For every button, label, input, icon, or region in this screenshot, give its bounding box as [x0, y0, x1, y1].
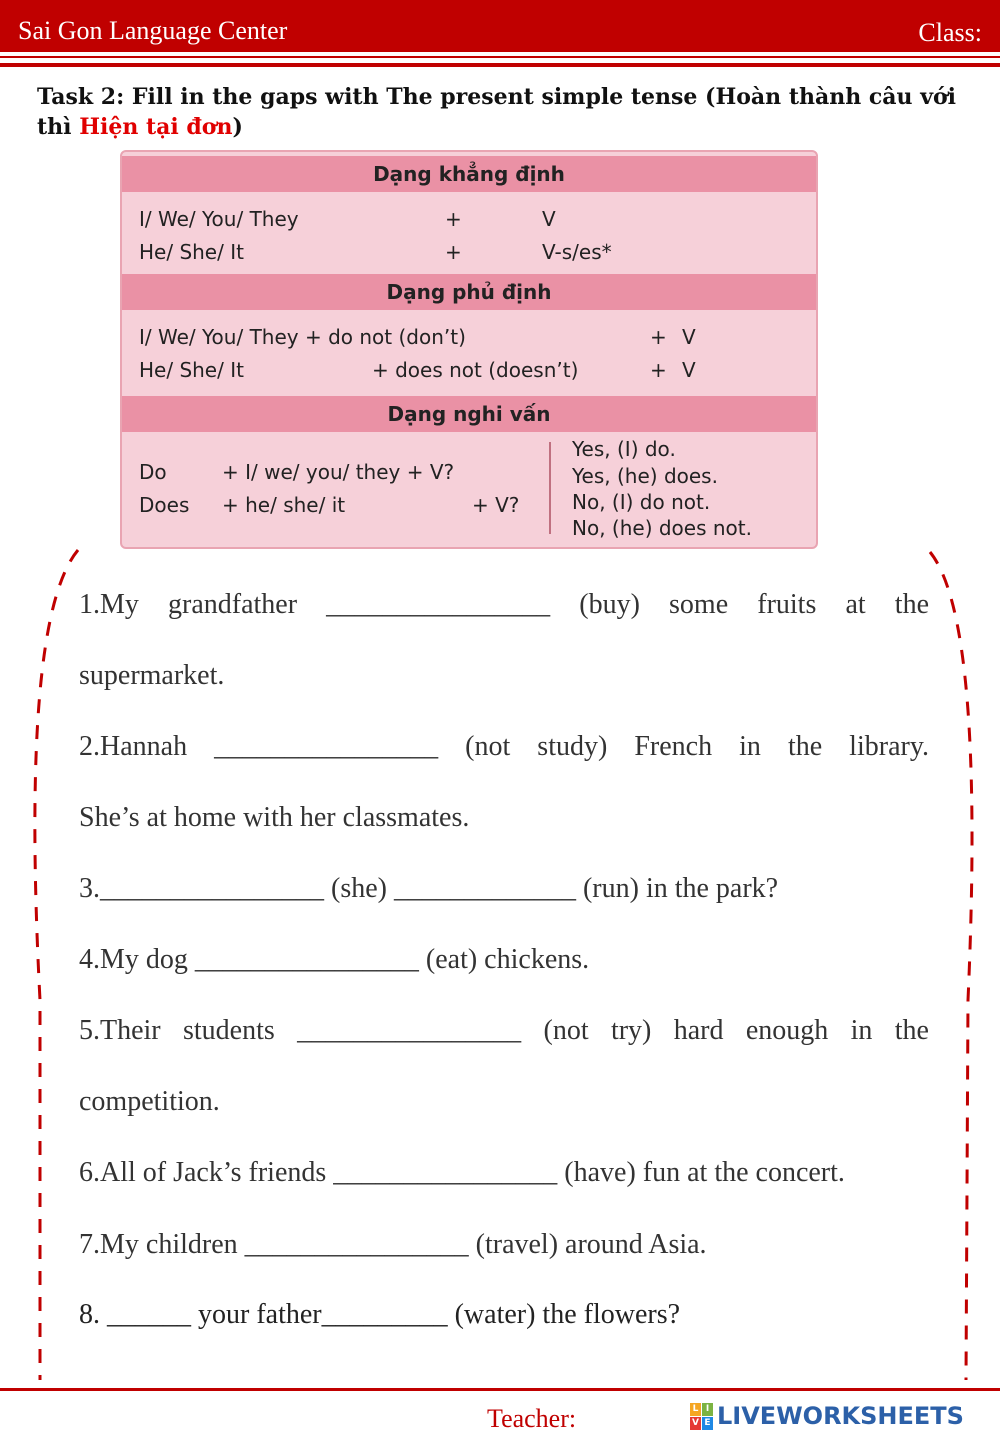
exercise-2 [79, 732, 929, 833]
exercise-1-line1: 1.My grandfather ________________ (buy) some fruits at the [79, 589, 929, 620]
question-header: Dạng nghi vấn [122, 396, 816, 432]
task-prefix: Task 2: Fill in the gaps with The present simple tense (Hoàn thành câu với thì [37, 84, 957, 140]
q-aux-1: Do [139, 460, 167, 484]
exercise-5-line1: 5.Their students ________________ (not try) hard enough in the [79, 1015, 929, 1046]
logo-tile-l: L [690, 1403, 701, 1416]
q-end-2: + V? [472, 493, 520, 517]
neg-subject-1: I/ We/ You/ They + do not (don’t) [139, 325, 466, 349]
exercise-2-line2: She’s at home with her classmates. [79, 802, 470, 833]
answer-3: No, (I) do not. [572, 490, 711, 514]
task-suffix: ) [232, 114, 243, 140]
affirmative-header: Dạng khẳng định [122, 156, 816, 192]
neg-aux-2: + does not (doesn’t) [372, 358, 579, 382]
logo-tile-i: I [702, 1403, 713, 1416]
exercise-7-line1: 7.My children ________________ (travel) around Asia. [79, 1229, 707, 1260]
exercise-2-line1: 2.Hannah ________________ (not study) French in the library. [79, 731, 929, 762]
q-aux-2: Does [139, 493, 190, 517]
exercise-3-line1: 3.________________ (she) _____________ (run) in the park? [79, 873, 779, 904]
class-label: Class: [918, 18, 982, 47]
neg-subject-2: He/ She/ It [139, 358, 244, 382]
center-name: Sai Gon Language Center [18, 16, 288, 45]
task-highlight: Hiện tại đơn [79, 114, 233, 140]
neg-verb-1: V [682, 325, 696, 349]
exercise-5 [79, 1016, 929, 1117]
aff-verb-1: V [542, 207, 556, 231]
logo-tile-e: E [702, 1417, 713, 1430]
dashed-frame-left [35, 550, 78, 1380]
neg-verb-2: V [682, 358, 696, 382]
aff-subject-1: I/ We/ You/ They [139, 207, 299, 231]
answer-4: No, (he) does not. [572, 516, 752, 540]
aff-subject-2: He/ She/ It [139, 240, 244, 264]
q-subject-1: + I/ we/ you/ they + V? [222, 460, 455, 484]
negative-header: Dạng phủ định [122, 274, 816, 310]
neg-op-1: + [650, 325, 667, 349]
exercise-6 [79, 1158, 929, 1188]
aff-op-2: + [445, 240, 462, 264]
answer-1: Yes, (I) do. [572, 437, 676, 461]
aff-op-1: + [445, 207, 462, 231]
exercise-1 [79, 590, 929, 691]
footer-rule [0, 1388, 1000, 1391]
exercise-7 [79, 1230, 929, 1260]
liveworksheets-logo [690, 1402, 964, 1430]
exercise-8 [79, 1300, 929, 1330]
exercise-4 [79, 945, 929, 975]
logo-wordmark: LIVEWORKSHEETS [717, 1402, 964, 1430]
exercise-3 [79, 874, 929, 904]
exercise-1-line2: supermarket. [79, 660, 225, 691]
answer-2: Yes, (he) does. [572, 464, 718, 488]
q-subject-2: + he/ she/ it [222, 493, 346, 517]
logo-tile-v: V [690, 1417, 701, 1430]
aff-verb-2: V-s/es* [542, 240, 612, 264]
exercise-4-line1: 4.My dog ________________ (eat) chickens. [79, 944, 590, 975]
neg-op-2: + [650, 358, 667, 382]
exercise-5-line2: competition. [79, 1086, 220, 1117]
teacher-label: Teacher: [487, 1404, 577, 1433]
exercise-6-line1: 6.All of Jack’s friends ________________ (have) fun at the concert. [79, 1157, 845, 1188]
logo-tiles-icon [690, 1403, 713, 1430]
exercise-8-line1: 8. ______ your father_________ (water) the flowers? [79, 1299, 681, 1330]
dashed-frame-right [930, 552, 972, 1380]
